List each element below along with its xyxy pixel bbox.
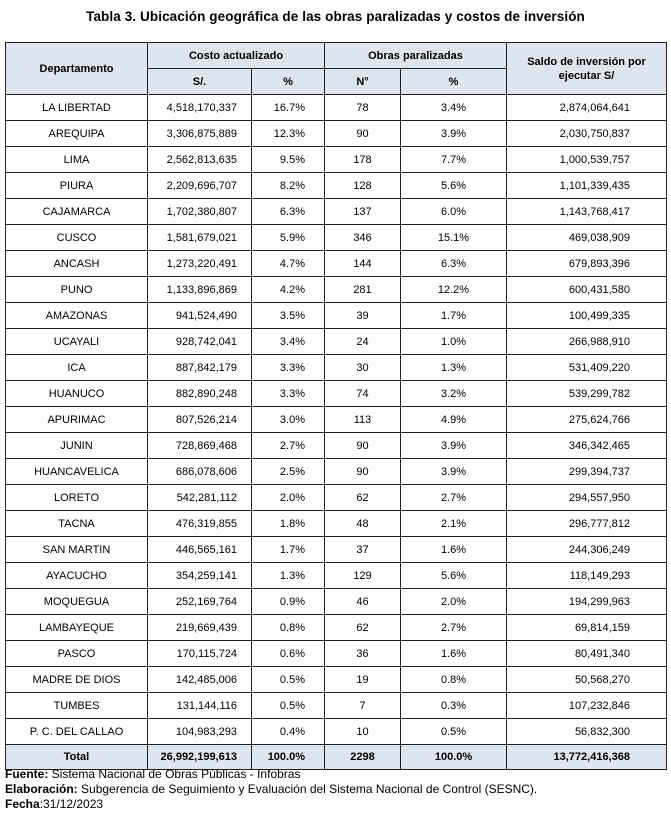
cell-saldo: 50,568,270 <box>507 667 667 693</box>
table-row <box>6 589 667 615</box>
cell-obras-n: 128 <box>325 173 401 199</box>
cell-departamento: LIMA <box>6 147 148 173</box>
obras-paralizadas-table <box>5 42 667 770</box>
note-fuente <box>5 767 537 782</box>
cell-departamento: LA LIBERTAD <box>6 95 148 121</box>
cell-obras-n: 137 <box>325 199 401 225</box>
cell-costo: 882,890,248 <box>148 381 252 407</box>
header-obras-pct: % <box>401 69 507 95</box>
cell-obras-pct: 2.7% <box>401 485 507 511</box>
cell-obras-n: 78 <box>325 95 401 121</box>
total-row <box>6 745 667 770</box>
cell-costo: 476,319,855 <box>148 511 252 537</box>
table-row <box>6 381 667 407</box>
cell-obras-n: 90 <box>325 459 401 485</box>
header-saldo: Saldo de inversión por ejecutar S/ <box>507 43 667 95</box>
cell-costo: 887,842,179 <box>148 355 252 381</box>
cell-costo: 941,524,490 <box>148 303 252 329</box>
total-costo: 26,992,199,613 <box>148 745 252 770</box>
cell-departamento: PASCO <box>6 641 148 667</box>
cell-obras-n: 39 <box>325 303 401 329</box>
cell-departamento: AYACUCHO <box>6 563 148 589</box>
cell-saldo: 266,988,910 <box>507 329 667 355</box>
cell-costo: 170,115,724 <box>148 641 252 667</box>
cell-departamento: ANCASH <box>6 251 148 277</box>
cell-costo: 142,485,006 <box>148 667 252 693</box>
cell-departamento: HUANUCO <box>6 381 148 407</box>
cell-departamento: AMAZONAS <box>6 303 148 329</box>
cell-obras-n: 129 <box>325 563 401 589</box>
cell-departamento: AREQUIPA <box>6 121 148 147</box>
cell-costo: 104,983,293 <box>148 719 252 745</box>
cell-saldo: 194,299,963 <box>507 589 667 615</box>
cell-obras-n: 346 <box>325 225 401 251</box>
total-saldo: 13,772,416,368 <box>507 745 667 770</box>
cell-saldo: 1,101,339,435 <box>507 173 667 199</box>
cell-obras-n: 113 <box>325 407 401 433</box>
table-row <box>6 433 667 459</box>
cell-departamento: SAN MARTIN <box>6 537 148 563</box>
note-fecha <box>5 797 537 812</box>
cell-costo-pct: 0.8% <box>252 615 325 641</box>
note-fuente-label: Fuente: <box>5 767 49 781</box>
cell-costo-pct: 2.7% <box>252 433 325 459</box>
cell-obras-pct: 1.6% <box>401 641 507 667</box>
cell-obras-pct: 0.8% <box>401 667 507 693</box>
cell-costo-pct: 9.5% <box>252 147 325 173</box>
note-fecha-text: :31/12/2023 <box>39 797 104 811</box>
note-elaboracion <box>5 782 537 797</box>
cell-costo: 131,144,116 <box>148 693 252 719</box>
cell-obras-pct: 1.6% <box>401 537 507 563</box>
total-n: 2298 <box>325 745 401 770</box>
cell-costo-pct: 2.0% <box>252 485 325 511</box>
cell-departamento: PIURA <box>6 173 148 199</box>
cell-costo: 219,669,439 <box>148 615 252 641</box>
table-row <box>6 511 667 537</box>
cell-departamento: ICA <box>6 355 148 381</box>
cell-obras-n: 281 <box>325 277 401 303</box>
table-notes <box>5 767 537 812</box>
cell-costo-pct: 3.3% <box>252 355 325 381</box>
cell-obras-n: 36 <box>325 641 401 667</box>
cell-departamento: PUNO <box>6 277 148 303</box>
table-row <box>6 563 667 589</box>
cell-costo-pct: 2.5% <box>252 459 325 485</box>
cell-departamento: LAMBAYEQUE <box>6 615 148 641</box>
table-row <box>6 407 667 433</box>
cell-saldo: 1,000,539,757 <box>507 147 667 173</box>
header-numero: N° <box>325 69 401 95</box>
cell-costo: 252,169,764 <box>148 589 252 615</box>
cell-departamento: HUANCAVELICA <box>6 459 148 485</box>
table-row <box>6 277 667 303</box>
cell-costo: 2,209,696,707 <box>148 173 252 199</box>
table-row <box>6 693 667 719</box>
cell-obras-pct: 3.9% <box>401 459 507 485</box>
table-row <box>6 355 667 381</box>
cell-obras-n: 30 <box>325 355 401 381</box>
cell-saldo: 539,299,782 <box>507 381 667 407</box>
cell-costo-pct: 0.6% <box>252 641 325 667</box>
cell-obras-pct: 12.2% <box>401 277 507 303</box>
cell-obras-n: 48 <box>325 511 401 537</box>
note-elaboracion-text: Subgerencia de Seguimiento y Evaluación del Sistema Nacional de Control (SESNC). <box>77 782 538 796</box>
table-row <box>6 199 667 225</box>
cell-obras-n: 178 <box>325 147 401 173</box>
cell-saldo: 107,232,846 <box>507 693 667 719</box>
cell-saldo: 100,499,335 <box>507 303 667 329</box>
cell-departamento: CUSCO <box>6 225 148 251</box>
cell-costo: 1,581,679,021 <box>148 225 252 251</box>
table-row <box>6 641 667 667</box>
cell-obras-n: 62 <box>325 485 401 511</box>
cell-costo-pct: 0.5% <box>252 667 325 693</box>
cell-costo: 686,078,606 <box>148 459 252 485</box>
cell-obras-pct: 1.7% <box>401 303 507 329</box>
cell-saldo: 244,306,249 <box>507 537 667 563</box>
cell-costo-pct: 1.7% <box>252 537 325 563</box>
cell-costo-pct: 12.3% <box>252 121 325 147</box>
table-row <box>6 537 667 563</box>
cell-saldo: 275,624,766 <box>507 407 667 433</box>
cell-saldo: 679,893,396 <box>507 251 667 277</box>
cell-saldo: 299,394,737 <box>507 459 667 485</box>
cell-costo-pct: 6.3% <box>252 199 325 225</box>
note-elaboracion-label: Elaboración: <box>5 782 78 796</box>
cell-costo: 3,306,875,889 <box>148 121 252 147</box>
note-fuente-text: Sistema Nacional de Obras Públicas - Infobras <box>48 767 301 781</box>
table-row <box>6 95 667 121</box>
cell-obras-pct: 6.3% <box>401 251 507 277</box>
header-costo-actualizado: Costo actualizado <box>148 43 325 69</box>
header-obras-paralizadas: Obras paralizadas <box>325 43 507 69</box>
table-row <box>6 303 667 329</box>
cell-costo-pct: 0.5% <box>252 693 325 719</box>
note-fecha-label: Fecha <box>5 797 40 811</box>
cell-costo-pct: 0.4% <box>252 719 325 745</box>
cell-costo-pct: 3.3% <box>252 381 325 407</box>
cell-obras-pct: 3.4% <box>401 95 507 121</box>
cell-obras-n: 10 <box>325 719 401 745</box>
cell-obras-pct: 6.0% <box>401 199 507 225</box>
cell-saldo: 80,491,340 <box>507 641 667 667</box>
cell-obras-n: 144 <box>325 251 401 277</box>
cell-costo: 928,742,041 <box>148 329 252 355</box>
cell-costo: 728,869,468 <box>148 433 252 459</box>
cell-obras-pct: 5.6% <box>401 173 507 199</box>
cell-costo-pct: 16.7% <box>252 95 325 121</box>
table-title: Tabla 3. Ubicación geográfica de las obras paralizadas y costos de inversión <box>86 9 585 24</box>
table-row <box>6 719 667 745</box>
cell-saldo: 600,431,580 <box>507 277 667 303</box>
cell-departamento: P. C. DEL CALLAO <box>6 719 148 745</box>
cell-costo-pct: 1.8% <box>252 511 325 537</box>
cell-saldo: 2,030,750,837 <box>507 121 667 147</box>
cell-departamento: JUNIN <box>6 433 148 459</box>
header-costo-pct: % <box>252 69 325 95</box>
cell-saldo: 531,409,220 <box>507 355 667 381</box>
cell-departamento: CAJAMARCA <box>6 199 148 225</box>
cell-departamento: MADRE DE DIOS <box>6 667 148 693</box>
cell-costo-pct: 5.9% <box>252 225 325 251</box>
cell-saldo: 469,038,909 <box>507 225 667 251</box>
cell-costo-pct: 3.4% <box>252 329 325 355</box>
cell-obras-pct: 15.1% <box>401 225 507 251</box>
table-row <box>6 485 667 511</box>
cell-costo-pct: 0.9% <box>252 589 325 615</box>
table-row <box>6 329 667 355</box>
cell-costo: 2,562,813,635 <box>148 147 252 173</box>
cell-obras-pct: 2.0% <box>401 589 507 615</box>
cell-departamento: UCAYALI <box>6 329 148 355</box>
cell-obras-n: 62 <box>325 615 401 641</box>
table-row <box>6 615 667 641</box>
cell-costo-pct: 1.3% <box>252 563 325 589</box>
cell-costo-pct: 3.0% <box>252 407 325 433</box>
cell-obras-n: 7 <box>325 693 401 719</box>
cell-costo-pct: 3.5% <box>252 303 325 329</box>
cell-saldo: 346,342,465 <box>507 433 667 459</box>
cell-obras-n: 24 <box>325 329 401 355</box>
cell-departamento: APURIMAC <box>6 407 148 433</box>
cell-saldo: 1,143,768,417 <box>507 199 667 225</box>
table-row <box>6 147 667 173</box>
header-soles: S/. <box>148 69 252 95</box>
cell-costo: 542,281,112 <box>148 485 252 511</box>
cell-obras-pct: 3.2% <box>401 381 507 407</box>
cell-obras-pct: 0.5% <box>401 719 507 745</box>
cell-costo-pct: 8.2% <box>252 173 325 199</box>
cell-saldo: 69,814,159 <box>507 615 667 641</box>
cell-costo: 1,273,220,491 <box>148 251 252 277</box>
cell-obras-pct: 3.9% <box>401 433 507 459</box>
table-row <box>6 173 667 199</box>
header-departamento: Departamento <box>6 43 148 95</box>
cell-obras-n: 90 <box>325 121 401 147</box>
cell-obras-n: 46 <box>325 589 401 615</box>
cell-costo: 807,526,214 <box>148 407 252 433</box>
cell-saldo: 296,777,812 <box>507 511 667 537</box>
cell-saldo: 294,557,950 <box>507 485 667 511</box>
table-body <box>6 95 667 745</box>
cell-obras-pct: 1.3% <box>401 355 507 381</box>
cell-obras-n: 37 <box>325 537 401 563</box>
cell-obras-pct: 0.3% <box>401 693 507 719</box>
cell-obras-pct: 3.9% <box>401 121 507 147</box>
cell-departamento: TACNA <box>6 511 148 537</box>
cell-obras-pct: 4.9% <box>401 407 507 433</box>
cell-departamento: TUMBES <box>6 693 148 719</box>
table-row <box>6 459 667 485</box>
cell-costo: 446,565,161 <box>148 537 252 563</box>
cell-obras-n: 90 <box>325 433 401 459</box>
cell-costo: 1,133,896,869 <box>148 277 252 303</box>
cell-costo: 4,518,170,337 <box>148 95 252 121</box>
table-row <box>6 225 667 251</box>
total-label: Total <box>6 745 148 770</box>
cell-departamento: LORETO <box>6 485 148 511</box>
cell-obras-pct: 2.7% <box>401 615 507 641</box>
total-n-pct: 100.0% <box>401 745 507 770</box>
cell-costo-pct: 4.7% <box>252 251 325 277</box>
cell-obras-pct: 5.6% <box>401 563 507 589</box>
cell-obras-pct: 2.1% <box>401 511 507 537</box>
cell-obras-n: 19 <box>325 667 401 693</box>
cell-obras-pct: 7.7% <box>401 147 507 173</box>
cell-saldo: 118,149,293 <box>507 563 667 589</box>
table-row <box>6 251 667 277</box>
cell-costo: 354,259,141 <box>148 563 252 589</box>
cell-costo: 1,702,380,807 <box>148 199 252 225</box>
table-row <box>6 667 667 693</box>
cell-costo-pct: 4.2% <box>252 277 325 303</box>
cell-obras-pct: 1.0% <box>401 329 507 355</box>
table-row <box>6 121 667 147</box>
cell-saldo: 56,832,300 <box>507 719 667 745</box>
cell-departamento: MOQUEGUA <box>6 589 148 615</box>
total-costo-pct: 100.0% <box>252 745 325 770</box>
cell-saldo: 2,874,064,641 <box>507 95 667 121</box>
cell-obras-n: 74 <box>325 381 401 407</box>
